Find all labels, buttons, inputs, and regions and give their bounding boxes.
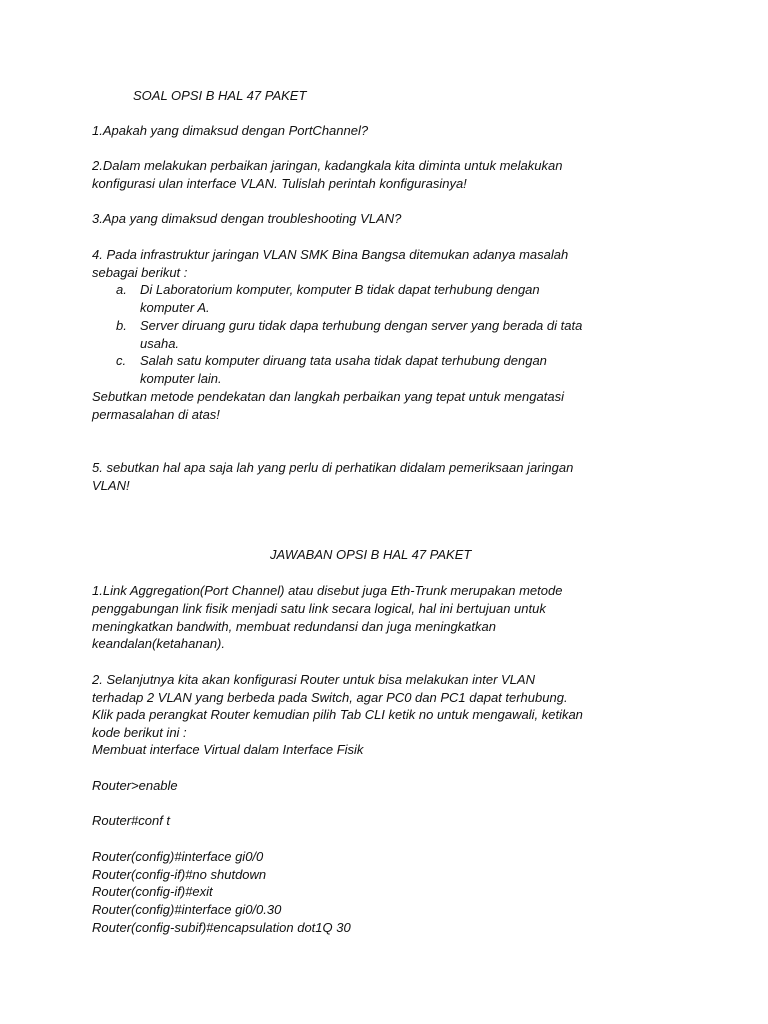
question-2-line-2: konfigurasi ulan interface VLAN. Tulislah perintah konfigurasinya! [92,176,467,191]
question-4-end-line-2: permasalahan di atas! [92,407,220,422]
cli-command: Router(config-subif)#encapsulation dot1Q 30 [92,920,351,935]
question-4-line-2: sebagai berikut : [92,265,188,280]
answer-1-line-2: penggabungan link fisik menjadi satu link secara logical, hal ini bertujuan untuk [92,601,546,616]
question-4-line-1: 4. Pada infrastruktur jaringan VLAN SMK Bina Bangsa ditemukan adanya masalah [92,247,569,262]
question-1: 1.Apakah yang dimaksud dengan PortChannel? [92,123,369,138]
question-section-title: SOAL OPSI B HAL 47 PAKET [133,88,307,103]
question-5-line-1: 5. sebutkan hal apa saja lah yang perlu di perhatikan didalam pemeriksaan jaringan [92,460,574,475]
list-item-a-line-2: komputer A. [140,300,210,315]
answer-2-line-4: kode berikut ini : [92,725,187,740]
list-item-c-line-1: Salah satu komputer diruang tata usaha tidak dapat terhubung dengan [140,353,547,368]
answer-2-line-1: 2. Selanjutnya kita akan konfigurasi Router untuk bisa melakukan inter VLAN [92,672,535,687]
list-item-marker: a. [116,282,127,297]
question-3: 3.Apa yang dimaksud dengan troubleshooting VLAN? [92,211,402,226]
list-item-b-line-2: usaha. [140,336,180,351]
list-item-c-line-2: komputer lain. [140,371,222,386]
cli-command: Router(config)#interface gi0/0 [92,849,264,864]
answer-1-line-4: keandalan(ketahanan). [92,636,225,651]
question-4-end-line-1: Sebutkan metode pendekatan dan langkah perbaikan yang tepat untuk mengatasi [92,389,564,404]
cli-command: Router(config-if)#exit [92,884,213,899]
answer-section-title: JAWABAN OPSI B HAL 47 PAKET [270,547,472,562]
answer-2-line-2: terhadap 2 VLAN yang berbeda pada Switch, agar PC0 dan PC1 dapat terhubung. [92,690,568,705]
cli-command: Router>enable [92,778,178,793]
answer-2-line-3: Klik pada perangkat Router kemudian pilih Tab CLI ketik no untuk mengawali, ketikan [92,707,583,722]
answer-1-line-3: meningkatkan bandwith, membuat redundansi dan juga meningkatkan [92,619,496,634]
list-item-marker: b. [116,318,127,333]
cli-command: Router(config-if)#no shutdown [92,867,267,882]
list-item-a-line-1: Di Laboratorium komputer, komputer B tidak dapat terhubung dengan [140,282,540,297]
cli-command: Router#conf t [92,813,171,828]
list-item-b-line-1: Server diruang guru tidak dapa terhubung dengan server yang berada di tata [140,318,583,333]
cli-command: Router(config)#interface gi0/0.30 [92,902,282,917]
answer-1-line-1: 1.Link Aggregation(Port Channel) atau disebut juga Eth-Trunk merupakan metode [92,583,563,598]
question-5-line-2: VLAN! [92,478,130,493]
list-item-marker: c. [116,353,127,368]
answer-2-line-5: Membuat interface Virtual dalam Interface Fisik [92,742,364,757]
question-2-line-1: 2.Dalam melakukan perbaikan jaringan, kadangkala kita diminta untuk melakukan [92,158,563,173]
